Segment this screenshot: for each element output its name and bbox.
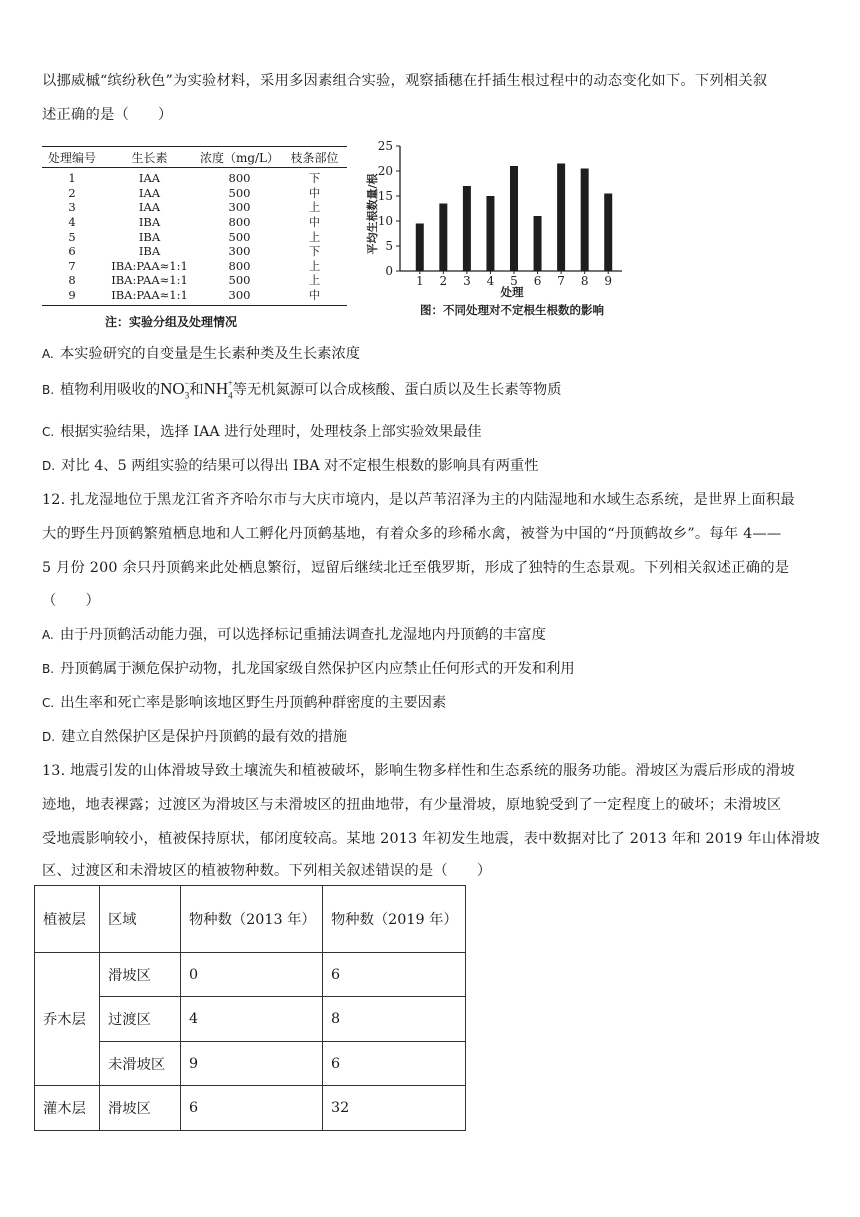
x-tick-label: 3 (463, 274, 471, 288)
experiment-cell: 300 (228, 200, 251, 215)
y-tick-label: 15 (377, 189, 393, 203)
q12-option-d[interactable] (42, 726, 347, 746)
q12-option-a[interactable] (42, 624, 546, 644)
table-row (35, 1042, 466, 1086)
y-tick-label: 20 (377, 164, 393, 178)
experiment-cell: 500 (228, 273, 251, 288)
x-tick-label: 9 (604, 274, 613, 288)
experiment-row (42, 273, 347, 288)
table-header-row (35, 886, 466, 953)
x-tick-label: 2 (439, 274, 448, 288)
q12-option-b[interactable] (42, 658, 575, 678)
q11-option-b[interactable] (42, 378, 562, 400)
experiment-cell: 800 (228, 171, 251, 186)
option-text: 由于丹顶鹤活动能力强，可以选择标记重捕法调查扎龙湿地内丹顶鹤的丰富度 (59, 627, 546, 643)
header-cell: 物种数（2013 年） (181, 886, 323, 953)
table-row (35, 953, 466, 997)
table-cell: 6 (323, 953, 466, 997)
experiment-cell: IBA (138, 229, 161, 244)
bar-5 (510, 166, 518, 271)
table-cell: 6 (323, 1042, 466, 1086)
table-cell: 32 (323, 1086, 466, 1131)
header-cell: 浓度（mg/L） (199, 150, 280, 165)
table-cell: 9 (181, 1042, 323, 1086)
experiment-cell: 中 (308, 288, 321, 303)
experiment-cell: 5 (68, 229, 76, 244)
table-cell: 0 (181, 953, 323, 997)
experiment-cell: 3 (68, 200, 76, 215)
nitrate-ion: $NO_3^-$ (160, 378, 190, 401)
option-text: 根据实验结果，选择 IAA 进行处理时，处理枝条上部实验效果最佳 (60, 424, 482, 440)
experiment-cell: IBA (138, 244, 161, 259)
experiment-cell: 上 (308, 200, 321, 215)
y-tick-label: 0 (385, 264, 393, 278)
experiment-row (42, 288, 347, 303)
experiment-cell: 4 (68, 215, 76, 230)
option-letter: C. (42, 425, 55, 439)
q13-stem-line4: 区、过渡区和未滑坡区的植被物种数。下列相关叙述错误的是（ ） (42, 863, 492, 879)
bar-4 (486, 196, 494, 271)
experiment-cell: IAA (138, 185, 161, 200)
chart-ylabel: 平均生根数量/根 (366, 173, 379, 255)
experiment-row (42, 229, 347, 244)
experiment-table-note: 注：实验分组及处理情况 (105, 315, 238, 329)
q12-stem-line3: 5 月份 200 余只丹顶鹤来此处栖息繁衍，逗留后继续北迁至俄罗斯，形成了独特的生态景观。下列相关叙述正确的是 (42, 560, 790, 576)
option-letter: A. (42, 628, 54, 642)
header-cell: 生长素 (131, 150, 168, 165)
experiment-cell: IBA:PAA≈1:1 (111, 258, 188, 273)
experiment-cell: 1 (68, 171, 76, 186)
layer-cell: 乔木层 (35, 953, 100, 1086)
table-cell: 过渡区 (100, 997, 181, 1042)
experiment-cell: IAA (138, 200, 161, 215)
option-letter: B. (42, 662, 55, 676)
option-letter: D. (42, 730, 56, 744)
option-text: 出生率和死亡率是影响该地区野生丹顶鹤种群密度的主要因素 (60, 695, 447, 711)
x-tick-label: 7 (557, 274, 565, 288)
option-text: 本实验研究的自变量是生长素种类及生长素浓度 (59, 346, 361, 362)
experiment-cell: 中 (308, 215, 321, 230)
bar-2 (439, 204, 447, 272)
bar-chart (360, 140, 630, 325)
experiment-cell: 300 (228, 244, 251, 259)
experiment-row (42, 186, 347, 201)
experiment-cell: 300 (228, 288, 251, 303)
option-text: 丹顶鹤属于濒危保护动物，扎龙国家级自然保护区内应禁止任何形式的开发和利用 (60, 661, 575, 677)
y-tick-label: 5 (385, 239, 393, 253)
q13-stem-line1: 13. 地震引发的山体滑坡导致土壤流失和植被破坏，影响生物多样性和生态系统的服务功能。滑坡区为震后形成的滑坡 (42, 763, 795, 779)
experiment-cell: 下 (308, 171, 321, 186)
experiment-cell: 7 (68, 258, 76, 273)
experiment-cell: IBA:PAA≈1:1 (111, 288, 188, 303)
q11-option-d[interactable] (42, 455, 539, 475)
table-cell: 6 (181, 1086, 323, 1131)
table-cell: 8 (323, 997, 466, 1042)
bar-6 (534, 216, 542, 271)
q13-stem-line2: 迹地，地表裸露；过渡区为滑坡区与未滑坡区的扭曲地带，有少量滑坡，原地貌受到了一定程度上的破坏；未滑坡区 (42, 797, 782, 813)
table-row (35, 1086, 466, 1131)
experiment-cell: 9 (68, 288, 76, 303)
experiment-cell: IBA (138, 215, 161, 230)
option-text-post: 等无机氮源可以合成核酸、蛋白质以及生长素等物质 (232, 382, 562, 398)
header-cell: 处理编号 (47, 150, 96, 165)
x-tick-label: 8 (580, 274, 589, 288)
experiment-cell: 500 (228, 229, 251, 244)
chart-caption: 图：不同处理对不定根生根数的影响 (420, 303, 604, 317)
option-letter: C. (42, 696, 55, 710)
experiment-row (42, 244, 347, 259)
bar-3 (463, 186, 471, 271)
table-cell: 4 (181, 997, 323, 1042)
header-cell: 区域 (100, 886, 181, 953)
y-tick-label: 25 (377, 140, 393, 153)
chart-xlabel: 处理 (500, 285, 524, 299)
option-text-mid: 和 (189, 382, 204, 398)
q11-stem-line2: 述正确的是（ ） (42, 107, 173, 123)
experiment-cell: 下 (308, 244, 321, 259)
experiment-cell: 2 (68, 185, 76, 200)
experiment-table-header (42, 147, 347, 167)
bar-7 (557, 164, 565, 272)
q13-stem-line3: 受地震影响较小，植被保持原状，郁闭度较高。某地 2013 年初发生地震，表中数据对比了 2013 年和 2019 年山体滑坡 (42, 831, 820, 847)
experiment-row (42, 200, 347, 215)
experiment-cell: 800 (228, 215, 251, 230)
q12-option-c[interactable] (42, 692, 446, 712)
experiment-cell: 800 (228, 258, 251, 273)
q11-option-c[interactable] (42, 421, 482, 441)
table-cell: 滑坡区 (100, 1086, 181, 1131)
experiment-cell: 上 (308, 258, 321, 273)
experiment-row (42, 259, 347, 274)
q11-stem-line1: 以挪威槭“缤纷秋色”为实验材料，采用多因素组合实验，观察插穗在扦插生根过程中的动态变化如下。下列相关叙 (42, 73, 768, 89)
y-tick-label: 10 (377, 214, 393, 228)
option-letter: D. (42, 459, 56, 473)
experiment-cell: 上 (308, 273, 321, 288)
x-tick-label: 1 (415, 274, 424, 288)
experiment-cell: 上 (308, 229, 321, 244)
table-cell: 未滑坡区 (100, 1042, 181, 1086)
experiment-cell: IAA (138, 171, 161, 186)
table-row (35, 997, 466, 1042)
experiment-cell: 8 (68, 273, 76, 288)
experiment-cell: 500 (228, 185, 251, 200)
layer-cell: 灌木层 (35, 1086, 100, 1131)
q12-stem-line4: （ ） (42, 593, 100, 609)
ammonium-ion: $NH_4^+$ (203, 378, 233, 401)
experiment-table (42, 146, 347, 306)
option-letter: A. (42, 347, 54, 361)
x-tick-label: 6 (533, 274, 542, 288)
experiment-row (42, 171, 347, 186)
option-text: 对比 4、5 两组实验的结果可以得出 IBA 对不定根生根数的影响具有两重性 (61, 458, 539, 474)
q12-stem-line2: 大的野生丹顶鹤繁殖栖息地和人工孵化丹顶鹤基地，有着众多的珍稀水禽，被誉为中国的“丹顶鹤故乡”。每年 4—— (42, 526, 782, 542)
option-text-pre: 植物利用吸收的 (60, 382, 161, 398)
x-tick-label: 5 (510, 274, 518, 288)
bar-9 (604, 194, 612, 272)
x-tick-label: 4 (486, 274, 495, 288)
q12-stem-line1: 12. 扎龙湿地位于黑龙江省齐齐哈尔市与大庆市境内，是以芦苇沼泽为主的内陆湿地和水域生态系统，是世界上面积最 (42, 492, 795, 508)
experiment-cell: IBA:PAA≈1:1 (111, 273, 188, 288)
option-text: 建立自然保护区是保护丹顶鹤的最有效的措施 (61, 729, 347, 745)
species-table (34, 885, 466, 1131)
table-cell: 滑坡区 (100, 953, 181, 997)
experiment-cell: 中 (308, 185, 321, 200)
header-cell: 枝条部位 (290, 150, 339, 165)
bar-1 (416, 224, 424, 272)
bar-8 (581, 169, 589, 272)
experiment-row (42, 215, 347, 230)
header-cell: 物种数（2019 年） (323, 886, 466, 953)
q11-option-a[interactable] (42, 343, 360, 363)
option-letter: B. (42, 383, 55, 397)
experiment-cell: 6 (68, 244, 76, 259)
header-cell: 植被层 (35, 886, 100, 953)
